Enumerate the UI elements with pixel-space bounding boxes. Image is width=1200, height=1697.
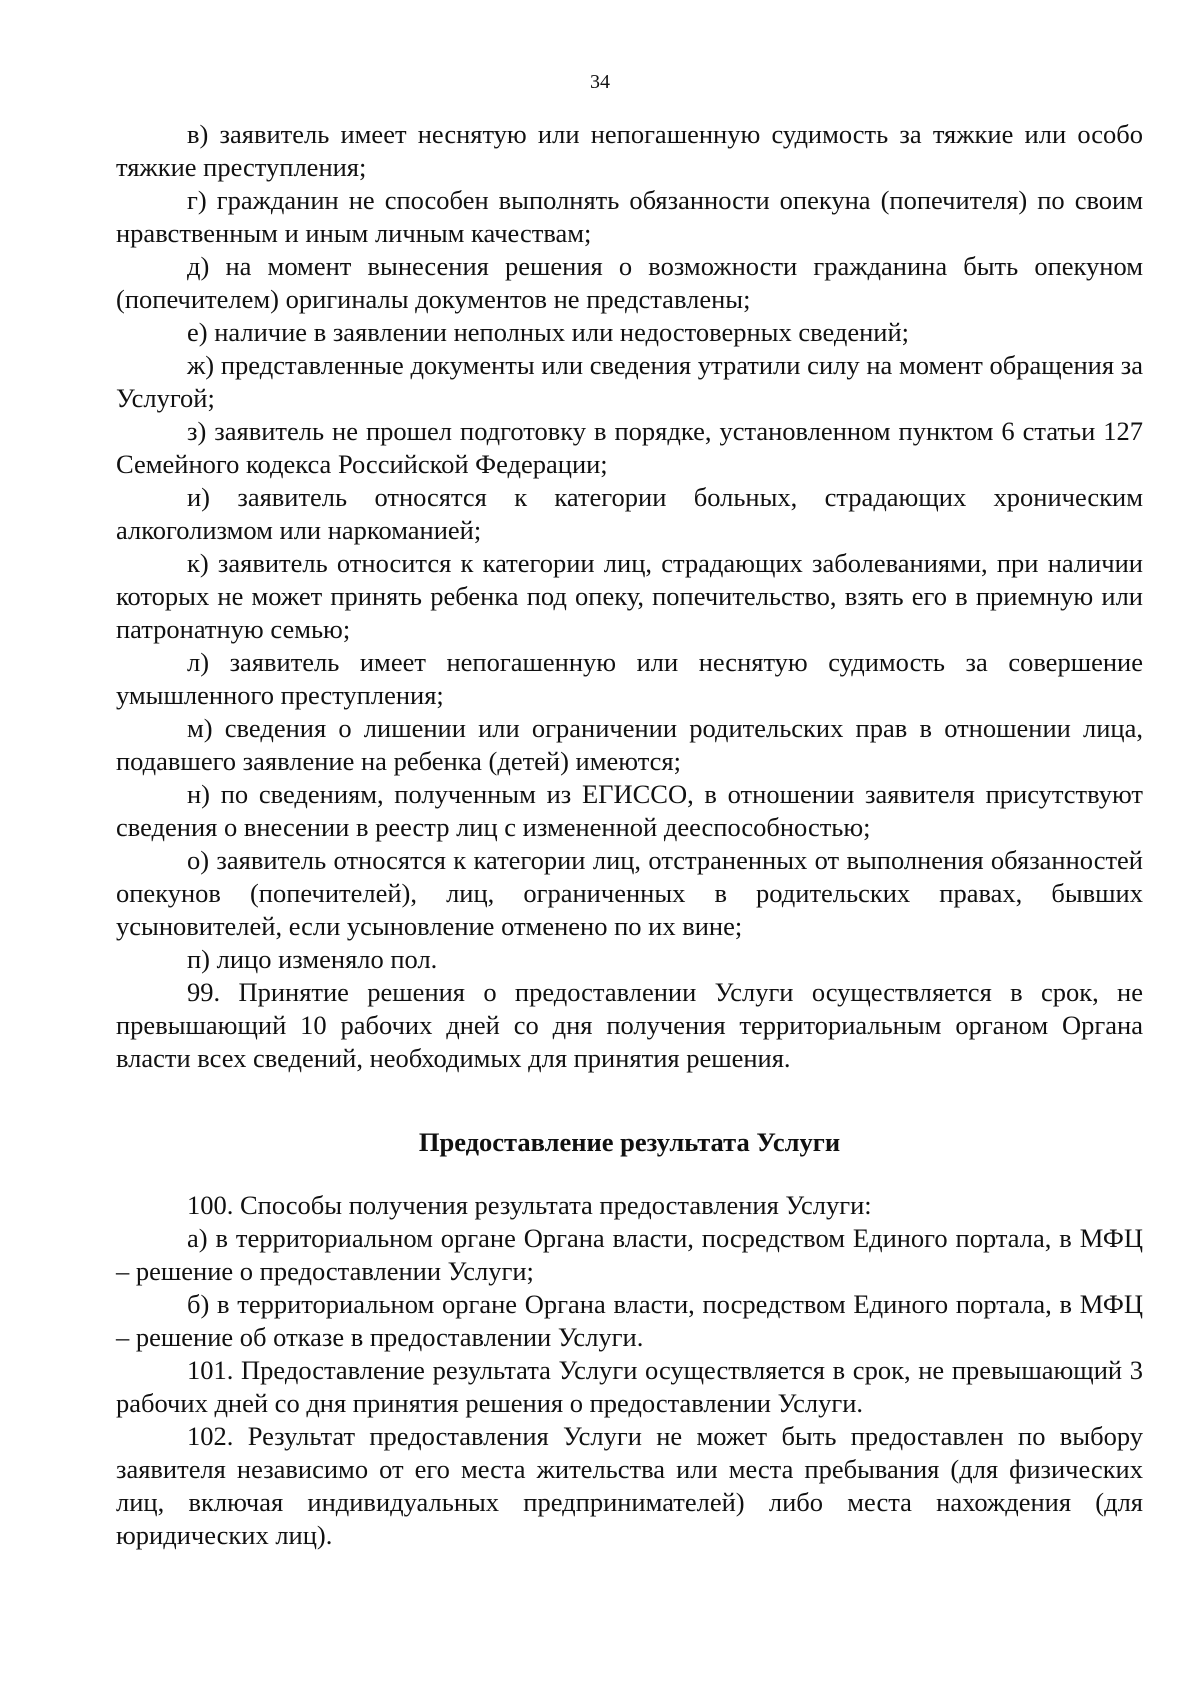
paragraph-item-p: п) лицо изменяло пол. — [187, 944, 438, 974]
section-heading: Предоставление результата Услуги — [418, 1127, 841, 1157]
paragraph-item-m: м) сведения о лишении или ограничении родительских прав в отношении лица, подавшего заявление на ребенка (детей) имеются; — [116, 713, 1143, 776]
paragraph-item-d: д) на момент вынесения решения о возможности гражданина быть опекуном (попечителем) оригиналы документов не представлены; — [116, 251, 1143, 314]
paragraph-item-v: в) заявитель имеет неснятую или непогашенную судимость за тяжкие или особо тяжкие преступления; — [116, 119, 1143, 182]
paragraph-clause-101: 101. Предоставление результата Услуги осуществляется в срок, не превышающий 3 рабочих дней со дня принятия решения о предоставлении Услуги. — [116, 1355, 1143, 1418]
paragraph-item-e: е) наличие в заявлении неполных или недостоверных сведений; — [187, 317, 910, 347]
paragraph-item-i: и) заявитель относятся к категории больных, страдающих хроническим алкоголизмом или наркоманией; — [116, 482, 1143, 545]
paragraph-item-n: н) по сведениям, полученным из ЕГИССО, в отношении заявителя присутствуют сведения о внесении в реестр лиц с измененной дееспособностью; — [116, 779, 1143, 842]
paragraph-item-l: л) заявитель имеет непогашенную или неснятую судимость за совершение умышленного преступления; — [116, 647, 1143, 710]
paragraph-item-b: б) в территориальном органе Органа власти, посредством Единого портала, в МФЦ – решение об отказе в предоставлении Услуги. — [116, 1289, 1143, 1352]
paragraph-item-z: з) заявитель не прошел подготовку в порядке, установленном пунктом 6 статьи 127 Семейного кодекса Российской Федерации; — [116, 416, 1143, 479]
paragraph-item-o: о) заявитель относятся к категории лиц, отстраненных от выполнения обязанностей опекунов (попечителей), лиц, ограниченных в родительских правах, бывших усыновителей, если усыновление отменено по их вине; — [116, 845, 1143, 941]
paragraph-item-g: г) гражданин не способен выполнять обязанности опекуна (попечителя) по своим нравственным и иным личным качествам; — [116, 185, 1143, 248]
paragraph-item-a: а) в территориальном органе Органа власти, посредством Единого портала, в МФЦ – решение о предоставлении Услуги; — [116, 1223, 1143, 1286]
paragraph-clause-100: 100. Способы получения результата предоставления Услуги: — [187, 1190, 872, 1220]
paragraph-item-k: к) заявитель относится к категории лиц, страдающих заболеваниями, при наличии которых не может принять ребенка под опеку, попечительство, взять его в приемную или патронатную семью; — [116, 548, 1143, 644]
paragraph-clause-99: 99. Принятие решения о предоставлении Услуги осуществляется в срок, не превышающий 10 рабочих дней со дня получения территориальным органом Органа власти всех сведений, необходимых для принятия решения. — [116, 977, 1143, 1073]
document-body — [116, 118, 1143, 1552]
paragraph-item-zh: ж) представленные документы или сведения утратили силу на момент обращения за Услугой; — [116, 350, 1143, 413]
paragraph-clause-102: 102. Результат предоставления Услуги не может быть предоставлен по выбору заявителя независимо от его места жительства или места пребывания (для физических лиц, включая индивидуальных предпринимателей) либо места нахождения (для юридических лиц). — [116, 1421, 1143, 1550]
page-number: 34 — [590, 71, 610, 93]
